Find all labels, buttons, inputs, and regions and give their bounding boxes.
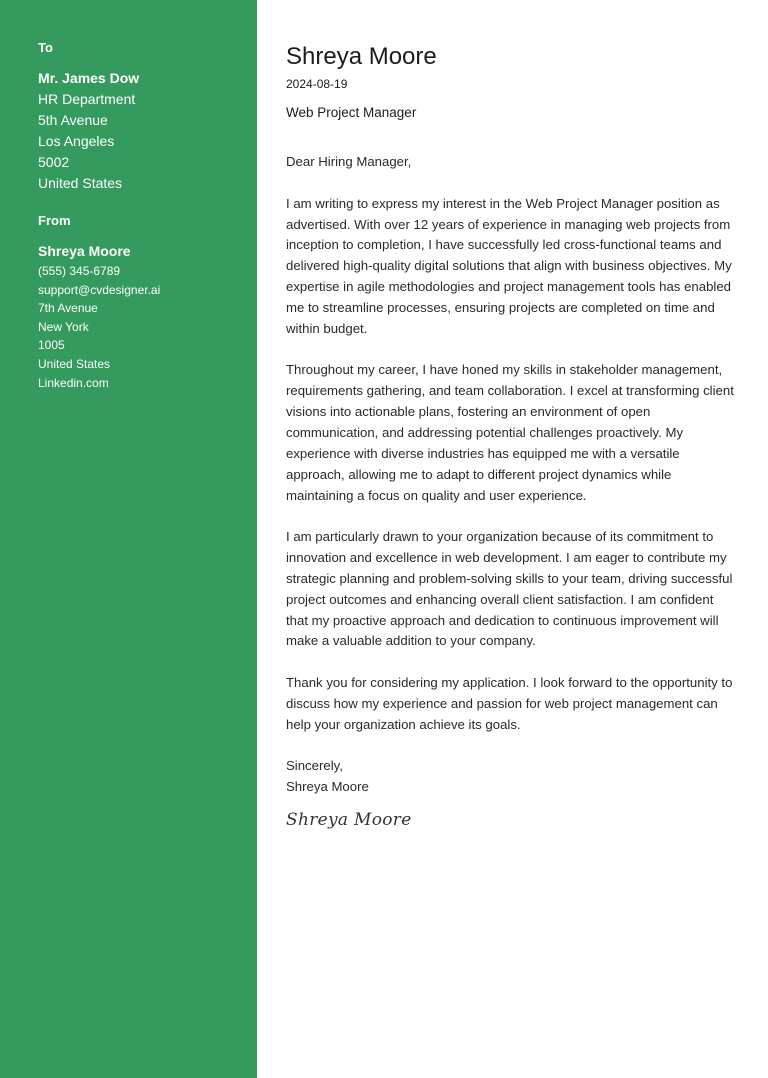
paragraph-3: I am particularly drawn to your organization because of its commitment to innovation and excellence in web development. I am eager to contribute my strategic planning and problem-solving skills to your team, driving successful project outcomes and enhancing overall client satisfaction. I am confident that my proactive approach and dedication to continuous improvement will make a valuable addition to your company. — [286, 529, 733, 649]
closing: Sincerely, — [286, 758, 343, 774]
recipient-block — [38, 40, 238, 194]
recipient-country: United States — [38, 175, 123, 191]
sender-email: support@cvdesigner.ai — [38, 282, 161, 297]
paragraph-1: I am writing to express my interest in the Web Project Manager position as advertised. With over 12 years of experience in managing web projects from inception to completion, I have successfully led cross-functional teams and delivered high-quality digital solutions that align with business objectives. My expertise in agile methodologies and project management tools has enabled me to streamline processes, ensuring projects are completed on time and within budget. — [286, 195, 732, 336]
sender-name: Shreya Moore — [38, 243, 131, 259]
salutation: Dear Hiring Manager, — [286, 154, 412, 169]
sender-street: 7th Avenue — [38, 301, 98, 316]
sidebar — [0, 0, 257, 1078]
closing-name: Shreya Moore — [286, 779, 369, 795]
recipient-street: 5th Avenue — [38, 112, 108, 128]
recipient-city: Los Angeles — [38, 133, 115, 149]
letter-date: 2024-08-19 — [286, 77, 348, 91]
sender-postcode: 1005 — [38, 338, 65, 353]
sender-linkedin: Linkedin.com — [38, 375, 109, 390]
recipient-department: HR Department — [38, 91, 136, 107]
recipient-name: Mr. James Dow — [38, 70, 140, 86]
recipient-postcode: 5002 — [38, 154, 70, 170]
recipient-heading: To — [38, 40, 53, 55]
applicant-name: Shreya Moore — [286, 43, 437, 70]
letter-main — [257, 0, 768, 1078]
handwritten-signature: Shreya Moore — [286, 810, 412, 830]
letter-body — [286, 152, 736, 798]
sender-city: New York — [38, 319, 89, 334]
job-title: Web Project Manager — [286, 105, 417, 120]
sender-heading: From — [38, 213, 71, 228]
paragraph-2: Throughout my career, I have honed my skills in stakeholder management, requirements gathering, and team collaboration. I excel at transforming client visions into actionable plans, fostering an environment of open communication, and addressing potential challenges proactively. My experience with diverse industries has equipped me with a versatile approach, allowing me to adapt to different project dynamics while maintaining a focus on quality and user experience. — [286, 362, 734, 503]
sender-block — [38, 213, 238, 392]
sender-country: United States — [38, 356, 111, 371]
sender-phone: (555) 345-6789 — [38, 264, 121, 278]
paragraph-4: Thank you for considering my application. I look forward to the opportunity to discuss how my experience and passion for web project management can help your organization achieve its goals. — [286, 675, 733, 732]
